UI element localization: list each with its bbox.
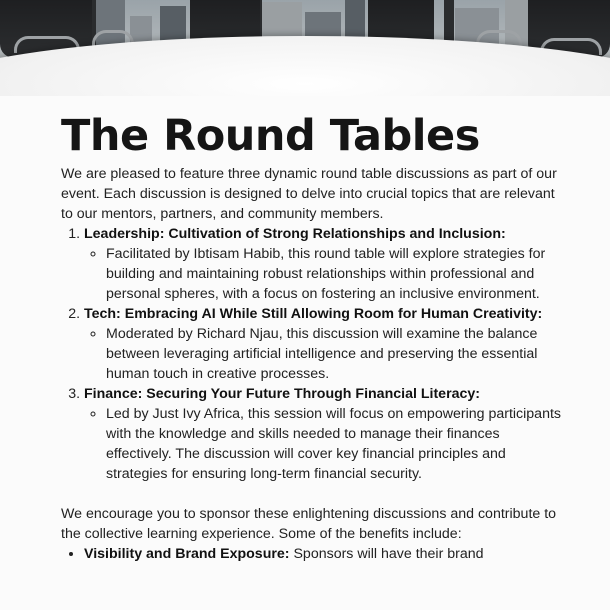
page-title: The Round Tables [61,111,480,161]
intro-paragraph: We are pleased to feature three dynamic round table discussions as part of our event. Each discussion is designed to delve into crucial topics that are relevant to our mentors, partners, and community members. [61,166,557,222]
document-body [61,110,561,564]
benefit-title: Visibility and Brand Exposure: [84,546,290,562]
benefits-list [61,544,561,564]
benefit-item [84,544,561,564]
topic-list [61,224,561,484]
topic-item [84,384,561,484]
topic-title: Finance: Securing Your Future Through Financial Literacy: [84,386,480,402]
sponsor-paragraph: We encourage you to sponsor these enlightening discussions and contribute to the collective learning experience. Some of the benefits include: [61,506,557,542]
topic-detail: ◦ Facilitated by Ibtisam Habib, this round table will explore strategies for building and maintaining robust relationships within professional and personal spheres, with a focus on fostering an inclusive environment. [106,244,561,304]
topic-detail-list [84,244,561,304]
topic-title: Tech: Embracing AI While Still Allowing Room for Human Creativity: [84,306,543,322]
topic-detail-list [84,404,561,484]
topic-detail-list [84,324,561,384]
topic-detail: ◦ Moderated by Richard Njau, this discussion will examine the balance between leveraging artificial intelligence and preserving the essential human touch in creative processes. [106,324,561,384]
topic-item [84,224,561,304]
benefit-text: Sponsors will have their brand [293,546,484,562]
round-table [0,36,610,96]
topic-title: Leadership: Cultivation of Strong Relationships and Inclusion: [84,226,506,242]
topic-item [84,304,561,384]
header-photo [0,0,610,96]
topic-detail: ◦ Led by Just Ivy Africa, this session will focus on empowering participants with the knowledge and skills needed to manage their finances effectively. The discussion will cover key financial principles and strategies for ensuring long-term financial security. [106,404,561,484]
